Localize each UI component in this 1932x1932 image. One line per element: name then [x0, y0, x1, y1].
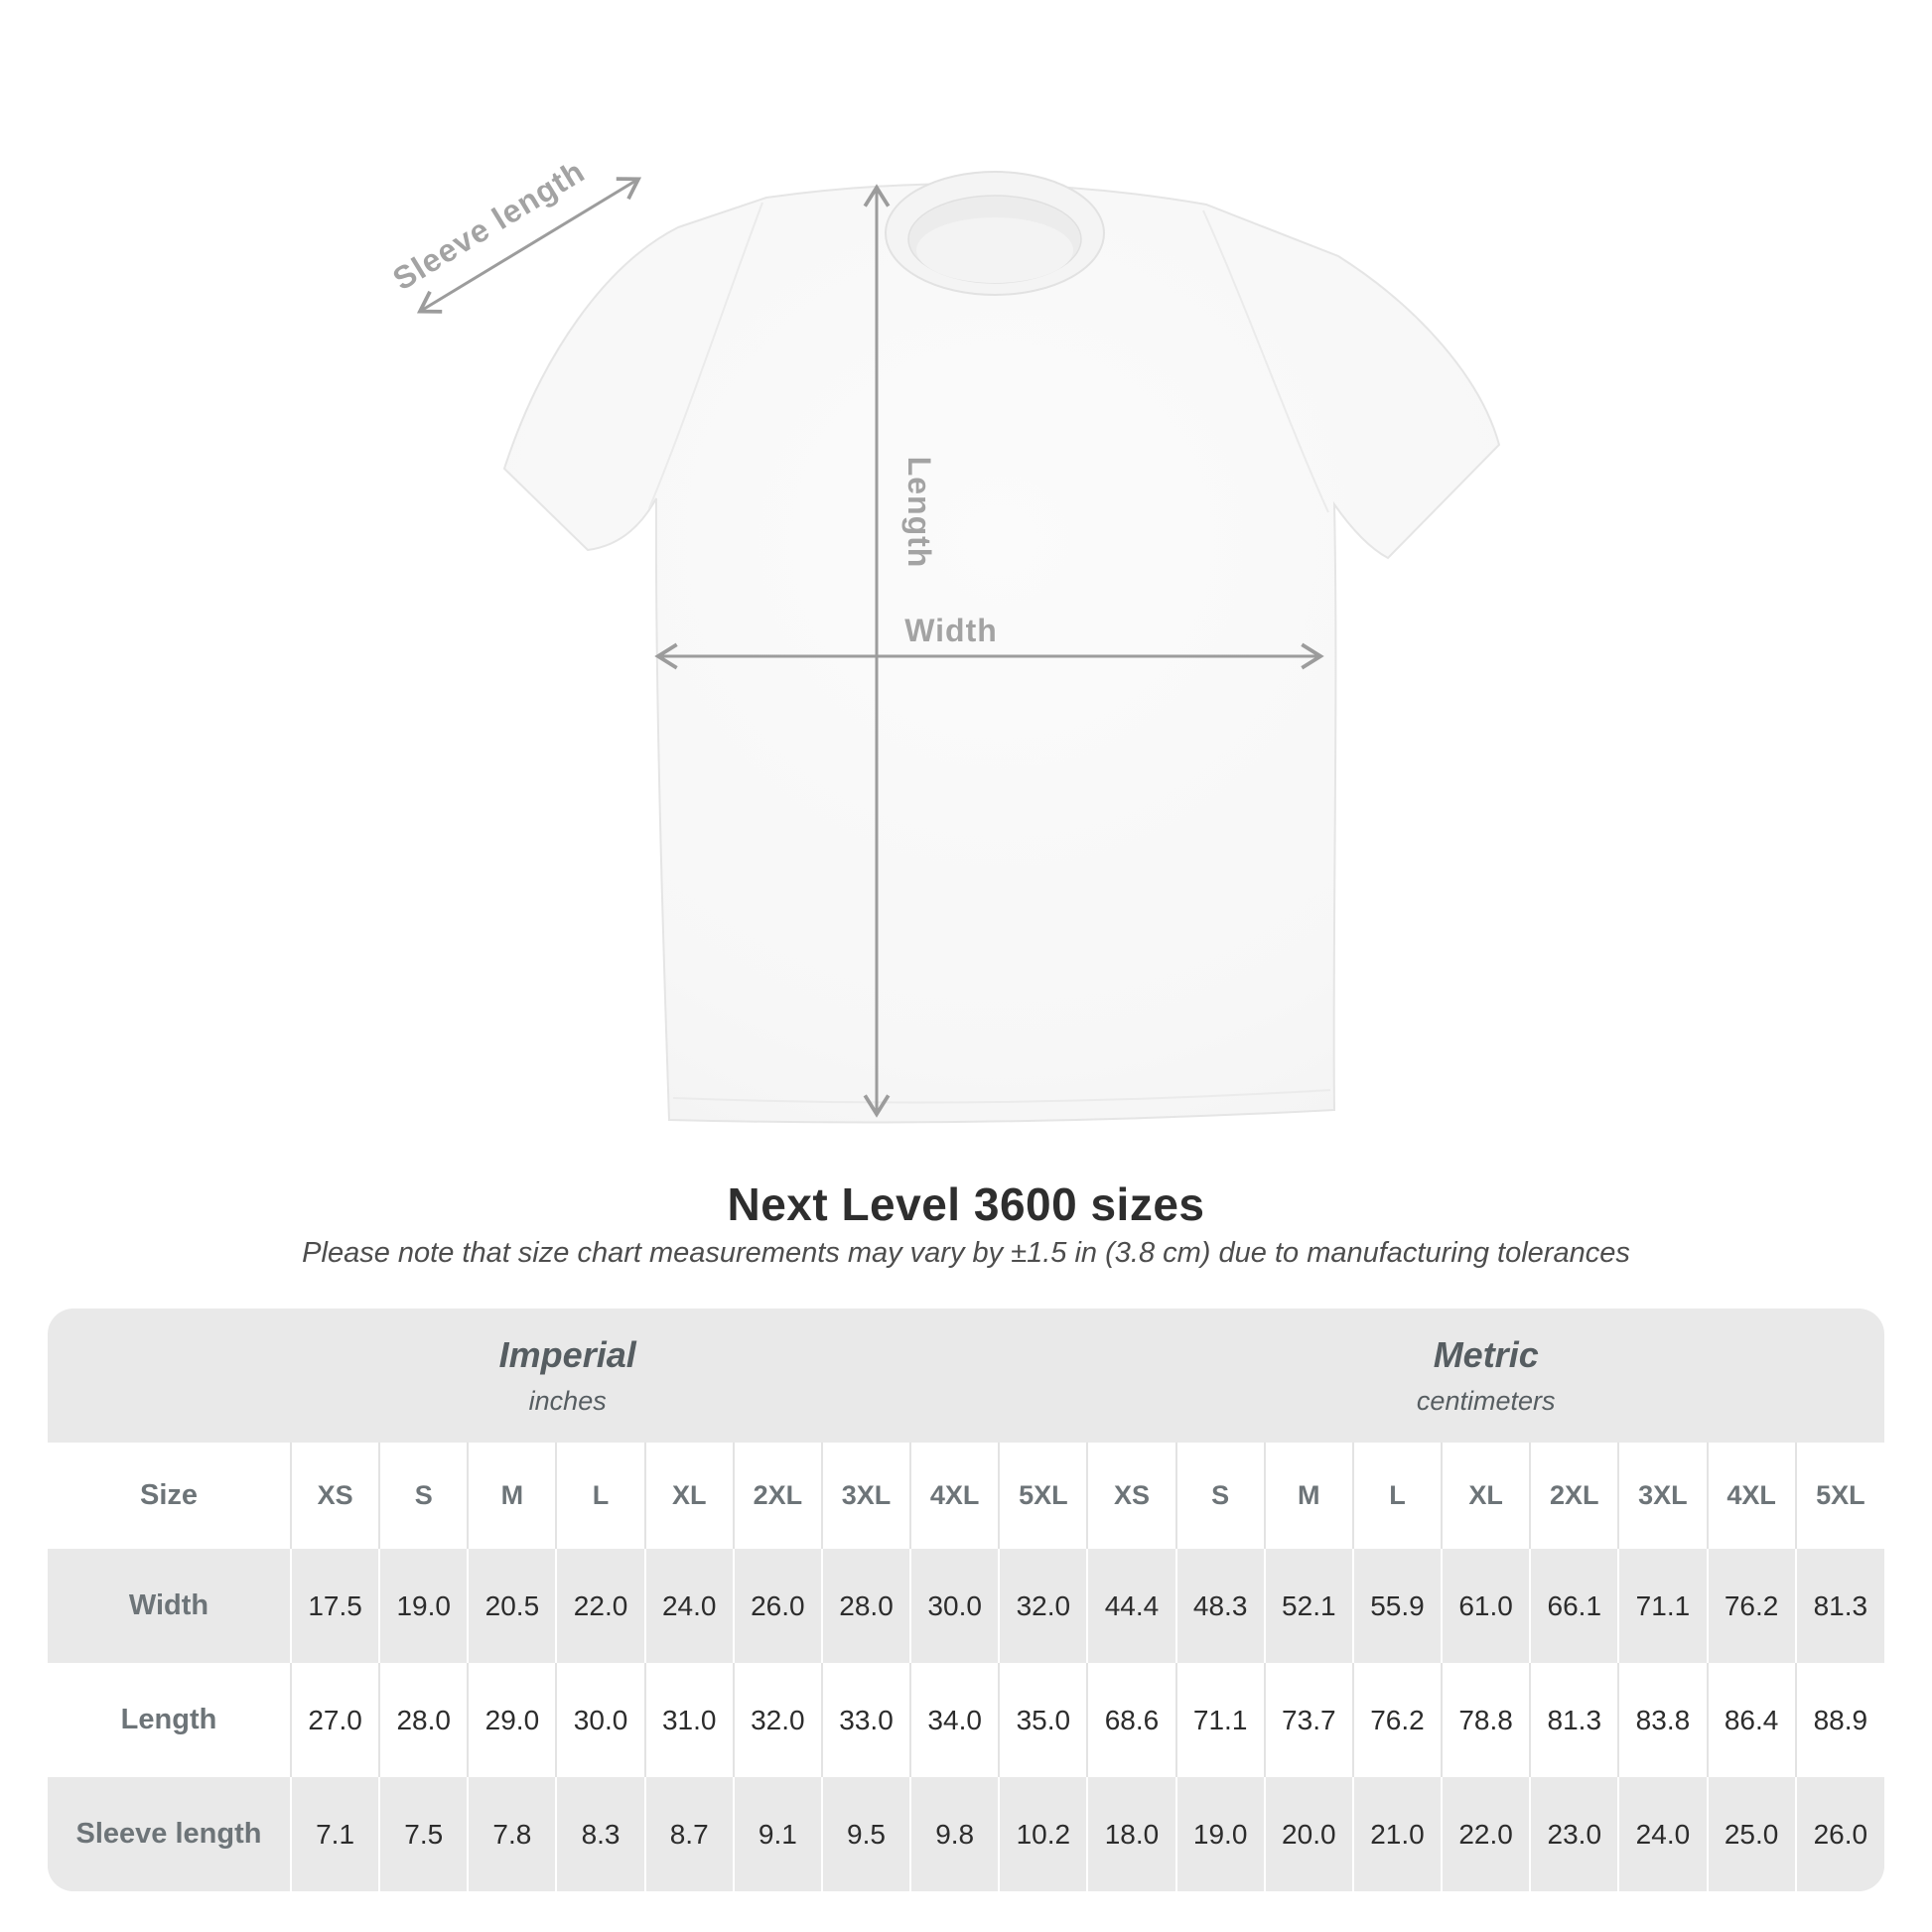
size-header-cell: 2XL: [734, 1443, 822, 1549]
measurement-value-cell: 8.3: [556, 1777, 644, 1891]
measurement-value-cell: 28.0: [379, 1663, 468, 1777]
measurement-value-cell: 28.0: [822, 1549, 910, 1663]
measurement-value-cell: 76.2: [1353, 1663, 1442, 1777]
measurement-value-cell: 9.5: [822, 1777, 910, 1891]
measurement-value-cell: 18.0: [1087, 1777, 1175, 1891]
measurement-value-cell: 29.0: [468, 1663, 556, 1777]
metric-heading: Metric: [1433, 1334, 1539, 1375]
measurement-row-label: Length: [120, 1704, 217, 1735]
measurement-value-cell: 35.0: [999, 1663, 1087, 1777]
size-header-cell: 3XL: [822, 1443, 910, 1549]
measurement-value-cell: 30.0: [556, 1663, 644, 1777]
metric-unit-cell: [1087, 1309, 1884, 1443]
measurement-value-cell: 19.0: [1176, 1777, 1265, 1891]
tshirt-illustration: [504, 172, 1499, 1122]
measurement-value-cell: 10.2: [999, 1777, 1087, 1891]
measurement-value-cell: 27.0: [291, 1663, 379, 1777]
size-header-cell: M: [468, 1443, 556, 1549]
measurement-row: [48, 1663, 1884, 1777]
imperial-heading: Imperial: [498, 1334, 636, 1375]
size-header-cell: XS: [1087, 1443, 1175, 1549]
size-header-cell: 5XL: [999, 1443, 1087, 1549]
unit-band-row: [48, 1309, 1884, 1443]
measurement-value-cell: 8.7: [645, 1777, 734, 1891]
page-subtitle: Please note that size chart measurements may vary by ±1.5 in (3.8 cm) due to manufacturing tolerances: [302, 1237, 1630, 1269]
size-header-cell: 4XL: [1708, 1443, 1796, 1549]
size-header-cell: L: [1353, 1443, 1442, 1549]
measurement-value-cell: 24.0: [645, 1549, 734, 1663]
page-title: Next Level 3600 sizes: [727, 1178, 1205, 1230]
measurement-value-cell: 78.8: [1442, 1663, 1530, 1777]
measurement-value-cell: 20.0: [1265, 1777, 1353, 1891]
measurement-row-label: Sleeve length: [75, 1818, 262, 1850]
measurement-value-cell: 9.1: [734, 1777, 822, 1891]
measurement-value-cell: 9.8: [910, 1777, 999, 1891]
size-header-cell: 4XL: [910, 1443, 999, 1549]
sleeve-length-label: Sleeve length: [386, 152, 592, 298]
metric-subheading: centimeters: [1416, 1386, 1556, 1416]
size-header-cell: XS: [291, 1443, 379, 1549]
measurement-value-cell: 19.0: [379, 1549, 468, 1663]
measurement-value-cell: 66.1: [1530, 1549, 1618, 1663]
imperial-unit-cell: [48, 1309, 1087, 1443]
measurement-value-cell: 48.3: [1176, 1549, 1265, 1663]
measurement-row: [48, 1549, 1884, 1663]
measurement-value-cell: 32.0: [734, 1663, 822, 1777]
measurement-value-cell: 76.2: [1708, 1549, 1796, 1663]
measurement-value-cell: 7.8: [468, 1777, 556, 1891]
measurement-value-cell: 88.9: [1796, 1663, 1884, 1777]
measurement-value-cell: 73.7: [1265, 1663, 1353, 1777]
measurement-value-cell: 33.0: [822, 1663, 910, 1777]
size-header-cell: L: [556, 1443, 644, 1549]
imperial-subheading: inches: [528, 1386, 607, 1416]
measurement-value-cell: 31.0: [645, 1663, 734, 1777]
measurement-value-cell: 44.4: [1087, 1549, 1175, 1663]
measurement-value-cell: 55.9: [1353, 1549, 1442, 1663]
measurement-value-cell: 24.0: [1618, 1777, 1707, 1891]
measurement-value-cell: 68.6: [1087, 1663, 1175, 1777]
measurement-value-cell: 21.0: [1353, 1777, 1442, 1891]
size-header-cell: XL: [645, 1443, 734, 1549]
measurement-value-cell: 7.5: [379, 1777, 468, 1891]
size-header-cell: S: [1176, 1443, 1265, 1549]
measurement-value-cell: 20.5: [468, 1549, 556, 1663]
measurement-value-cell: 71.1: [1176, 1663, 1265, 1777]
size-header-cell: XL: [1442, 1443, 1530, 1549]
measurement-value-cell: 30.0: [910, 1549, 999, 1663]
measurement-value-cell: 25.0: [1708, 1777, 1796, 1891]
measurement-value-cell: 26.0: [734, 1549, 822, 1663]
length-label: Length: [901, 456, 937, 569]
measurement-row: [48, 1777, 1884, 1891]
size-column-title: Size: [139, 1479, 199, 1511]
measurement-value-cell: 26.0: [1796, 1777, 1884, 1891]
measurement-value-cell: 17.5: [291, 1549, 379, 1663]
measurement-value-cell: 52.1: [1265, 1549, 1353, 1663]
measurement-value-cell: 83.8: [1618, 1663, 1707, 1777]
measurement-value-cell: 71.1: [1618, 1549, 1707, 1663]
measurement-value-cell: 32.0: [999, 1549, 1087, 1663]
measurement-value-cell: 23.0: [1530, 1777, 1618, 1891]
size-chart-card: [48, 1309, 1884, 1891]
measurement-value-cell: 34.0: [910, 1663, 999, 1777]
size-header-cell: 3XL: [1618, 1443, 1707, 1549]
size-header-cell: S: [379, 1443, 468, 1549]
measurement-value-cell: 7.1: [291, 1777, 379, 1891]
size-header-cell: 2XL: [1530, 1443, 1618, 1549]
measurement-value-cell: 81.3: [1796, 1549, 1884, 1663]
measurement-value-cell: 22.0: [556, 1549, 644, 1663]
size-header-row: [48, 1443, 1884, 1549]
measurement-value-cell: 86.4: [1708, 1663, 1796, 1777]
size-header-cell: M: [1265, 1443, 1353, 1549]
width-label: Width: [904, 613, 998, 648]
size-header-cell: 5XL: [1796, 1443, 1884, 1549]
measurement-value-cell: 61.0: [1442, 1549, 1530, 1663]
measurement-value-cell: 81.3: [1530, 1663, 1618, 1777]
size-table: [48, 1309, 1884, 1891]
measurement-value-cell: 22.0: [1442, 1777, 1530, 1891]
measurement-row-label: Width: [128, 1589, 209, 1621]
